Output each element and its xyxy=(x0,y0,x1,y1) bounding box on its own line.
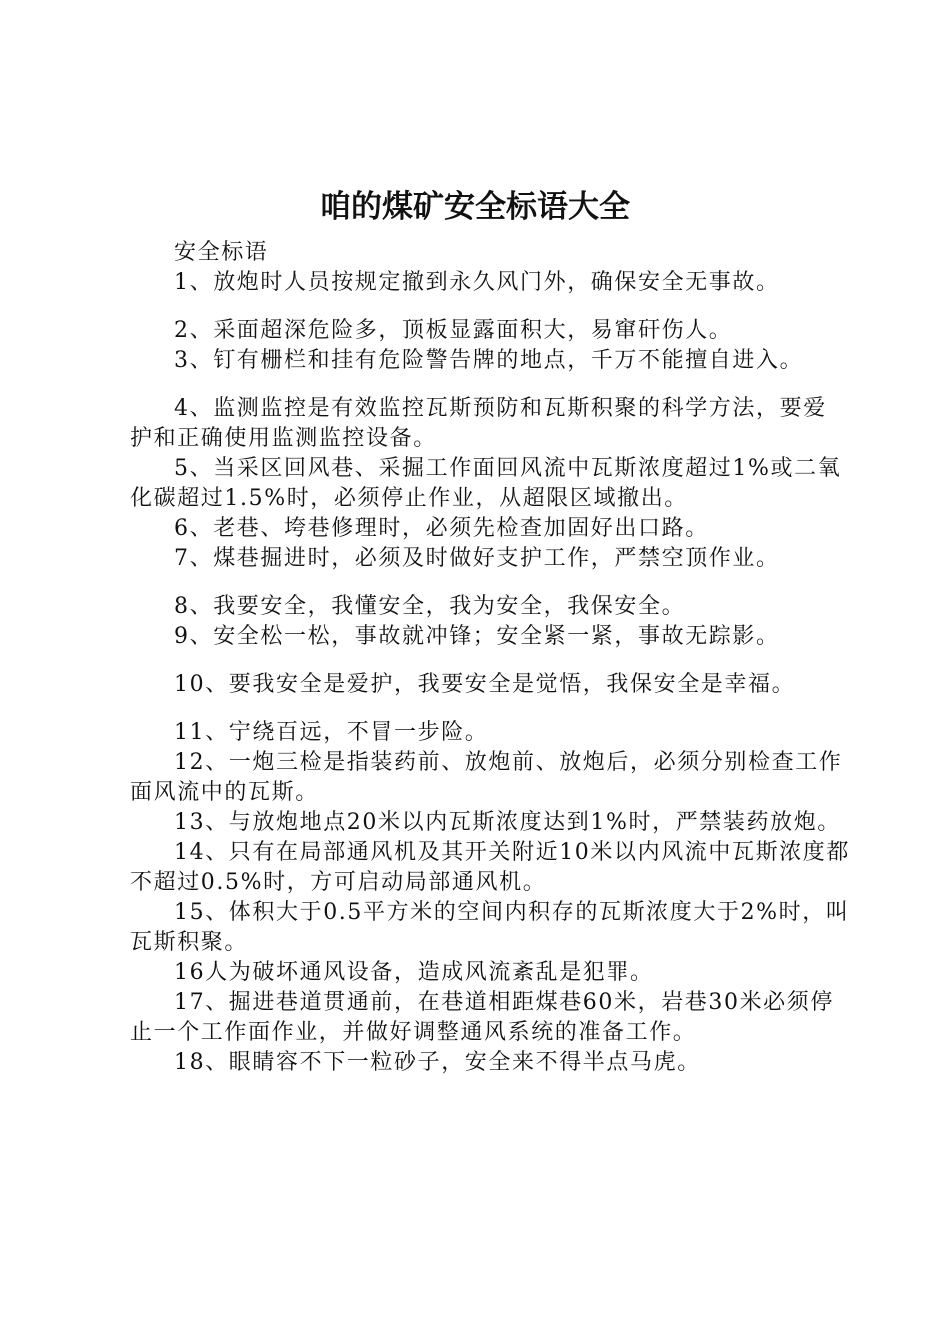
slogan-item-3: 3、钉有栅栏和挂有危险警告牌的地点，千万不能擅自进入。 xyxy=(174,348,804,373)
slogan-item-5: 5、当采区回风巷、采掘工作面回风流中瓦斯浓度超过1%或二氧化碳超过1.5%时，必须停止作业，从超限区域撤出。 xyxy=(130,456,842,511)
section-heading: 安全标语 xyxy=(174,240,269,265)
slogan-item-15: 15、体积大于0.5平方米的空间内积存的瓦斯浓度大于2%时，叫瓦斯积聚。 xyxy=(130,900,850,955)
document-body xyxy=(130,238,850,1078)
slogan-item-12: 12、一炮三检是指装药前、放炮前、放炮后，必须分别检查工作面风流中的瓦斯。 xyxy=(130,750,843,805)
slogan-item-9: 9、安全松一松，事故就冲锋；安全紧一紧，事故无踪影。 xyxy=(174,624,780,649)
slogan-item-18: 18、眼睛容不下一粒砂子，安全来不得半点马虎。 xyxy=(174,1050,701,1075)
slogan-item-10: 10、要我安全是爱护，我要安全是觉悟，我保安全是幸福。 xyxy=(174,672,796,697)
slogan-item-1: 1、放炮时人员按规定撤到永久风门外，确保安全无事故。 xyxy=(174,270,780,295)
slogan-item-14: 14、只有在局部通风机及其开关附近10米以内风流中瓦斯浓度都不超过0.5%时，方可启动局部通风机。 xyxy=(130,840,850,895)
document-title: 咱的煤矿安全标语大全 xyxy=(320,189,630,225)
slogan-item-6: 6、老巷、垮巷修理时，必须先检查加固好出口路。 xyxy=(174,516,709,541)
slogan-item-7: 7、煤巷掘进时，必须及时做好支护工作，严禁空顶作业。 xyxy=(174,546,780,571)
slogan-item-4: 4、监测监控是有效监控瓦斯预防和瓦斯积聚的科学方法，要爱护和正确使用监测监控设备。 xyxy=(130,396,827,451)
slogan-item-16: 16人为破坏通风设备，造成风流紊乱是犯罪。 xyxy=(174,960,654,985)
slogan-item-11: 11、宁绕百远，不冒一步险。 xyxy=(174,720,489,745)
slogan-item-17: 17、掘进巷道贯通前，在巷道相距煤巷60米，岩巷30米必须停止一个工作面作业，并做好调整通风系统的准备工作。 xyxy=(130,990,834,1045)
slogan-item-13: 13、与放炮地点20米以内瓦斯浓度达到1%时，严禁装药放炮。 xyxy=(174,810,841,835)
slogan-item-8: 8、我要安全，我懂安全，我为安全，我保安全。 xyxy=(174,594,686,619)
slogan-item-2: 2、采面超深危险多，顶板显露面积大，易窜矸伤人。 xyxy=(174,318,733,343)
